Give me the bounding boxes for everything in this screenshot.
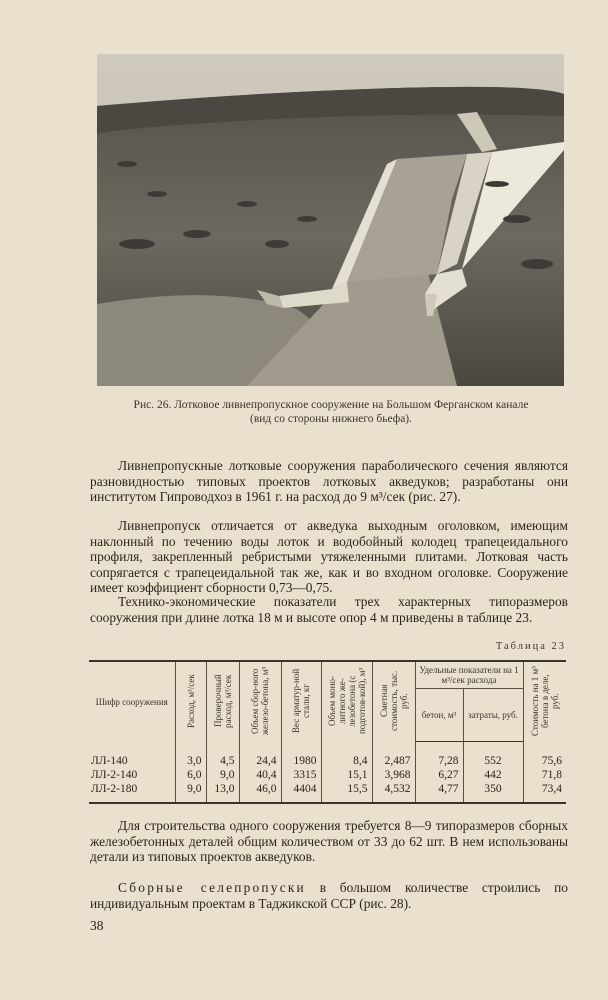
paragraph-1: Ливнепропускные лотковые сооружения параболического сечения являются разновидностью типовых проектов лотковых акведуков; разработаны они институтом Гипроводхоз в 1961 г. на расход до 9 м³/сек (рис. 27). — [90, 458, 568, 505]
paragraph-5 — [90, 880, 568, 911]
table-cell: 15,5 — [321, 782, 372, 803]
figure-caption — [100, 398, 562, 426]
data-table — [89, 660, 566, 804]
table-row — [89, 768, 566, 782]
table-cell: 3,0 — [175, 742, 206, 769]
table-cell: 9,0 — [175, 782, 206, 803]
table-cell: 9,0 — [206, 768, 239, 782]
header-estimated-cost-text: Сметная стоимость, тыс. руб. — [378, 670, 409, 731]
header-flow-text: Расход, м³/сек — [185, 673, 196, 728]
table-cell: 3,968 — [372, 768, 415, 782]
table-cell: 40,4 — [239, 768, 281, 782]
paragraph-4: Для строительства одного сооружения требуется 8—9 типоразмеров сборных железобетонных деталей общим количеством от 33 до 62 шт. В нем использованы детали из типовых проектов акведуков. — [90, 818, 568, 865]
table-cell: 71,8 — [523, 768, 566, 782]
table-label: Таблица 23 — [495, 641, 566, 652]
table-row — [89, 782, 566, 803]
header-specific-group-text: Удельные показатели на 1 м³/сек расхода — [419, 665, 519, 685]
header-specific-concrete — [415, 689, 463, 742]
table-cell: 2,487 — [372, 742, 415, 769]
header-specific-cost — [463, 689, 523, 742]
table-cell: ЛЛ-140 — [91, 754, 128, 767]
table-cell: 6,27 — [415, 768, 463, 782]
table-cell: 46,0 — [239, 782, 281, 803]
table-cell: 24,4 — [239, 742, 281, 769]
table-row — [89, 742, 566, 769]
table-cell: 73,4 — [523, 782, 566, 803]
header-specific-cost-text: затраты, руб. — [468, 710, 518, 720]
header-specific-concrete-text: бетон, м³ — [421, 710, 457, 720]
header-cost-per-m3 — [523, 661, 566, 742]
table-cell: 4,77 — [415, 782, 463, 803]
table-cell: 350 — [463, 782, 523, 803]
header-check-flow-text: Проверочный расход, м³/сек — [212, 674, 233, 728]
header-code-text: Шифр сооружения — [95, 696, 168, 707]
caption-line-1: Рис. 26. Лотковое ливнепропускное сооружение на Большом Ферганском канале — [133, 399, 529, 411]
table-cell: 7,28 — [415, 742, 463, 769]
paragraph-2: Ливнепропуск отличается от акведука выходным оголовком, имеющим наклонный по течению воды лоток и водобойный колодец трапецеидального профиля, закрепленный ребристыми утяжеленными плитами. Лотковая часть сопрягается с трапецеидальной так же, как и во входном оголовке. Сооружение имеет коэффициент сборности 0,73—0,75. — [90, 518, 568, 596]
header-monolithic-volume — [321, 661, 372, 742]
paragraph-5-spaced-term: Сборные селепропуски — [118, 880, 306, 895]
table-cell: ЛЛ-2-140 — [91, 769, 138, 781]
paragraph-5-rest: в большом количестве строились по индивидуальным проектам в Таджикской ССР (рис. 28). — [90, 880, 568, 911]
caption-line-2: (вид со стороны нижнего бьефа). — [249, 413, 413, 425]
paragraph-3: Технико-экономические показатели трех характерных типоразмеров сооружения при длине лотка 18 м и высоте опор 4 м приведены в таблице 23. — [90, 594, 568, 625]
table-cell: 6,0 — [175, 768, 206, 782]
table-cell: 3315 — [281, 768, 321, 782]
header-cost-per-m3-text: Стоимость на 1 м³ бетона в деле, руб. — [529, 665, 560, 736]
figure-photo — [97, 54, 564, 386]
page-number: 38 — [90, 918, 104, 933]
table-cell: 4,532 — [372, 782, 415, 803]
table-cell: 552 — [463, 742, 523, 769]
table-cell: 442 — [463, 768, 523, 782]
header-check-flow — [206, 661, 239, 742]
header-rebar-weight — [281, 661, 321, 742]
header-precast-volume-text: Объем сбор-ного железо-бетона, м³ — [250, 666, 270, 735]
table-cell: 4404 — [281, 782, 321, 803]
table-cell: 1980 — [281, 742, 321, 769]
table-cell: 13,0 — [206, 782, 239, 803]
table-cell: 8,4 — [321, 742, 372, 769]
table-cell: 15,1 — [321, 768, 372, 782]
table-cell: 75,6 — [523, 742, 566, 769]
header-estimated-cost — [372, 661, 415, 742]
header-precast-volume — [239, 661, 281, 742]
header-flow — [175, 661, 206, 742]
header-specific-group — [415, 661, 523, 689]
header-rebar-weight-text: Вес арматур-ной стали, кг — [291, 668, 311, 733]
table-cell: ЛЛ-2-180 — [89, 782, 175, 803]
header-code — [89, 661, 175, 742]
header-monolithic-volume-text: Объем моно-литного же-лезобетона (с подготов-кой), м³ — [326, 667, 367, 734]
table-cell: 4,5 — [206, 742, 239, 769]
